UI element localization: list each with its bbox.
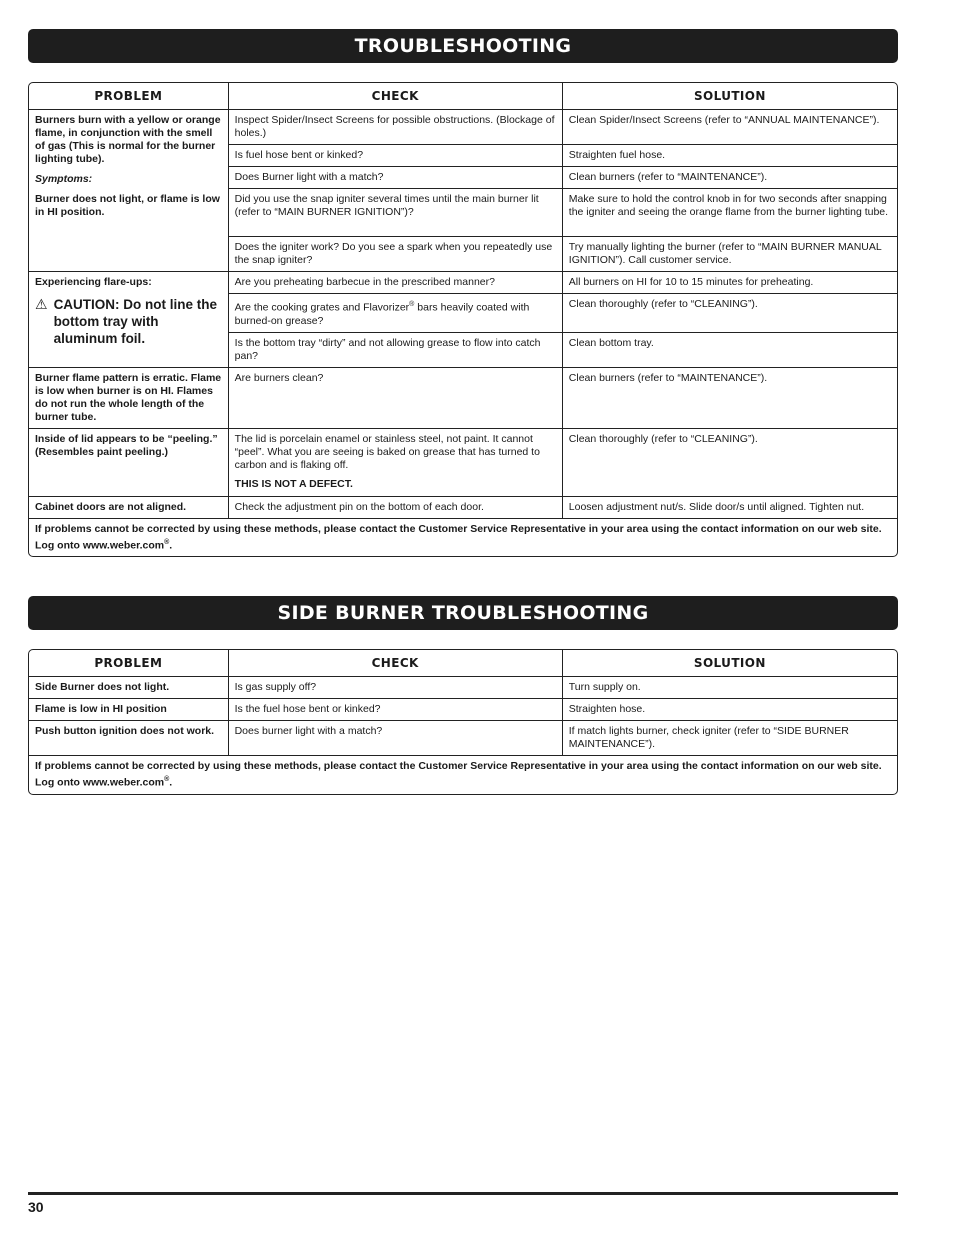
table-note-row: [29, 519, 897, 557]
column-header-check: CHECK: [228, 83, 562, 110]
solution-cell: Straighten fuel hose.: [562, 145, 897, 167]
problem-cell: Cabinet doors are not aligned.: [29, 497, 228, 519]
problem-cell: Side Burner does not light.: [29, 677, 228, 699]
registered-mark: ®: [164, 538, 170, 546]
check-cell: Inspect Spider/Insect Screens for possible obstructions. (Blockage of holes.): [228, 110, 562, 145]
solution-cell: Clean bottom tray.: [562, 333, 897, 368]
solution-cell: Clean thoroughly (refer to “CLEANING”).: [562, 429, 897, 497]
solution-cell: Straighten hose.: [562, 699, 897, 721]
check-cell: Is gas supply off?: [228, 677, 562, 699]
problem-text: Experiencing flare-ups:: [35, 276, 152, 288]
check-text: bars heavily coated with burned-on grease?: [234, 301, 530, 327]
table-header-row: [29, 650, 897, 677]
problem-cell: Inside of lid appears to be “peeling.” (Resembles paint peeling.): [29, 429, 228, 497]
contact-note-end: .: [169, 776, 173, 789]
check-cell: Did you use the snap igniter several times until the main burner lit (refer to “MAIN BURNER IGNITION”)?: [228, 189, 562, 237]
contact-note: [29, 756, 897, 794]
check-cell: Are burners clean?: [228, 368, 562, 429]
warning-triangle-icon: ⚠: [35, 296, 48, 312]
column-header-solution: SOLUTION: [562, 83, 897, 110]
page-number: 30: [28, 1199, 44, 1215]
problem-cell: Burner flame pattern is erratic. Flame is low when burner is on HI. Flames do not run the whole length of the burner tube.: [29, 368, 228, 429]
solution-cell: Make sure to hold the control knob in for two seconds after snapping the igniter and seeing the orange flame from the burner lighting tube.: [562, 189, 897, 237]
solution-cell: Clean burners (refer to “MAINTENANCE”).: [562, 167, 897, 189]
troubleshooting-table: [28, 82, 898, 557]
table-header-row: [29, 83, 897, 110]
column-header-check: CHECK: [228, 650, 562, 677]
check-cell: Is the fuel hose bent or kinked?: [228, 699, 562, 721]
problem-cell: [29, 272, 228, 368]
solution-cell: All burners on HI for 10 to 15 minutes for preheating.: [562, 272, 897, 294]
solution-cell: Clean burners (refer to “MAINTENANCE”).: [562, 368, 897, 429]
check-cell: Does Burner light with a match?: [228, 167, 562, 189]
check-cell: Is the bottom tray “dirty” and not allowing grease to flow into catch pan?: [228, 333, 562, 368]
registered-mark: ®: [409, 301, 415, 308]
check-cell: Does burner light with a match?: [228, 721, 562, 756]
solution-cell: Turn supply on.: [562, 677, 897, 699]
footer-rule: [28, 1192, 898, 1195]
section-title-troubleshooting: TROUBLESHOOTING: [28, 29, 898, 63]
table-row: [29, 429, 897, 497]
section-title-side-burner-troubleshooting: SIDE BURNER TROUBLESHOOTING: [28, 596, 898, 630]
check-cell: [228, 429, 562, 497]
contact-note-text: If problems cannot be corrected by using these methods, please contact the Customer Service Representative in your area using the contact information on our web site. Log onto www.weber.com: [35, 760, 882, 789]
table-row: [29, 272, 897, 294]
check-cell: [228, 294, 562, 333]
check-cell: Are you preheating barbecue in the prescribed manner?: [228, 272, 562, 294]
table-row: [29, 721, 897, 756]
caution-text: CAUTION: Do not line the bottom tray with aluminum foil.: [53, 297, 218, 346]
solution-cell: Loosen adjustment nut/s. Slide door/s until aligned. Tighten nut.: [562, 497, 897, 519]
check-cell: Does the igniter work? Do you see a spark when you repeatedly use the snap igniter?: [228, 237, 562, 272]
check-text: Are the cooking grates and Flavorizer: [234, 301, 410, 314]
table-row: [29, 368, 897, 429]
not-a-defect-text: THIS IS NOT A DEFECT.: [234, 477, 353, 490]
contact-note: [29, 519, 897, 557]
registered-mark: ®: [164, 776, 170, 783]
problem-cell: Push button ignition does not work.: [29, 721, 228, 756]
problem-cell: [29, 110, 228, 272]
solution-cell: If match lights burner, check igniter (refer to “SIDE BURNER MAINTENANCE”).: [562, 721, 897, 756]
table-row: [29, 699, 897, 721]
table-row: [29, 110, 897, 145]
solution-cell: Try manually lighting the burner (refer to “MAIN BURNER MANUAL IGNITION”). Call customer service.: [562, 237, 897, 272]
table-row: [29, 497, 897, 519]
contact-note-text: If problems cannot be corrected by using these methods, please contact the Customer Service Representative in your area using the contact information on our web site. Log onto www.weber.com: [35, 522, 882, 551]
table-note-row: [29, 756, 897, 794]
check-text: The lid is porcelain enamel or stainless steel, not paint. It cannot “peel”. What you are seeing is baked on grease that has turned to carbon and is flaking off.: [234, 432, 540, 471]
contact-note-end: .: [169, 539, 173, 551]
symptoms-label: Symptoms:: [35, 173, 93, 185]
problem-text: Burners burn with a yellow or orange flame, in conjunction with the smell of gas (This is normal for the burner lighting tube).: [35, 114, 221, 165]
solution-cell: Clean thoroughly (refer to “CLEANING”).: [562, 294, 897, 333]
column-header-solution: SOLUTION: [562, 650, 897, 677]
column-header-problem: PROBLEM: [29, 650, 228, 677]
symptom-text: Burner does not light, or flame is low in HI position.: [35, 193, 220, 218]
side-burner-troubleshooting-table: [28, 649, 898, 795]
problem-cell: Flame is low in HI position: [29, 699, 228, 721]
column-header-problem: PROBLEM: [29, 83, 228, 110]
table-row: [29, 677, 897, 699]
check-cell: Is fuel hose bent or kinked?: [228, 145, 562, 167]
check-cell: Check the adjustment pin on the bottom of each door.: [228, 497, 562, 519]
solution-cell: Clean Spider/Insect Screens (refer to “ANNUAL MAINTENANCE”).: [562, 110, 897, 145]
caution-note: [35, 296, 222, 347]
